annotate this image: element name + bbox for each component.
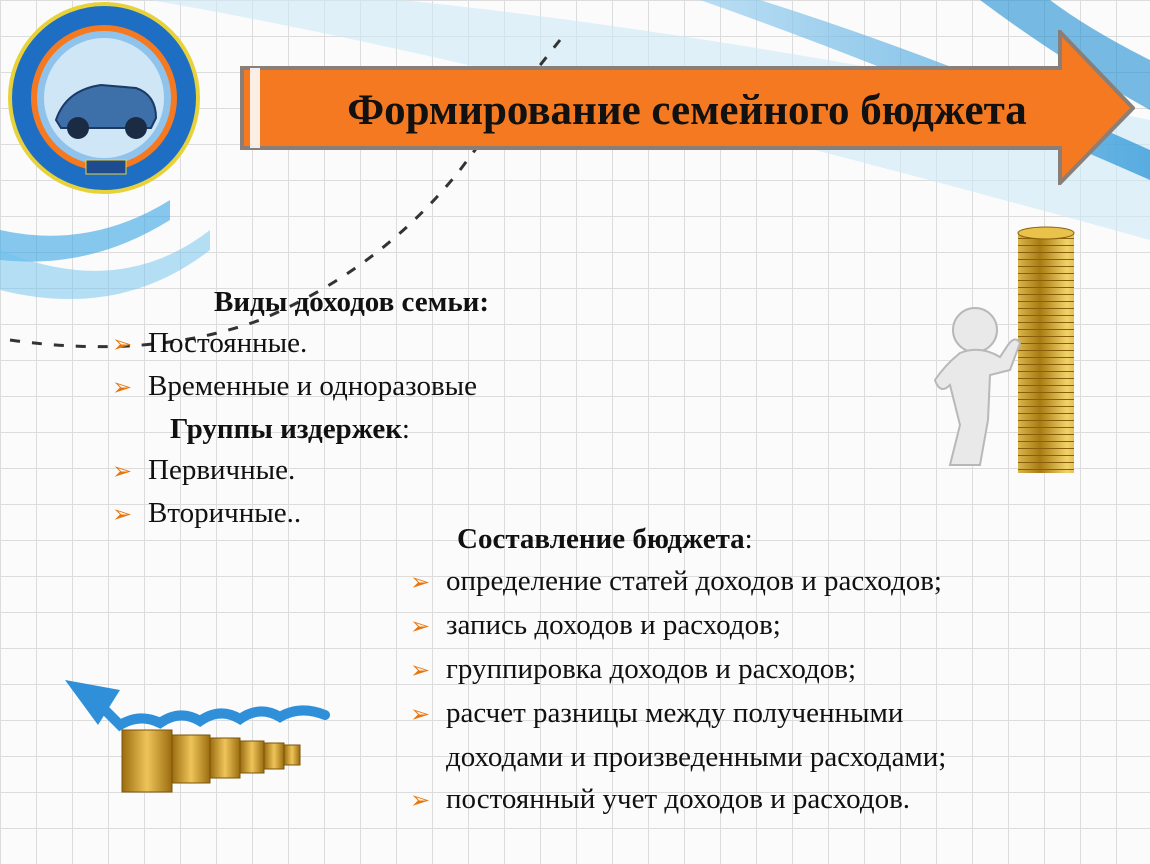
income-heading: Виды доходов семьи: (214, 286, 490, 318)
expenses-heading-row (112, 409, 582, 450)
bullet-arrow-icon: ➢ (410, 658, 431, 684)
bullet-arrow-icon: ➢ (410, 614, 431, 640)
growth-arrow-icon (60, 675, 330, 800)
list-item (410, 778, 1090, 822)
budget-item: группировка доходов и расходов; (446, 653, 857, 685)
figure-leaning-icon (920, 225, 1090, 480)
budget-item: запись доходов и расходов; (446, 609, 781, 641)
bullet-arrow-icon: ➢ (410, 702, 431, 728)
budget-heading: Составление бюджета (457, 523, 745, 555)
expenses-item: Первичные. (148, 454, 296, 486)
income-item: Временные и одноразовые (148, 370, 477, 402)
budget-heading-row (410, 518, 1090, 560)
bullet-arrow-icon: ➢ (112, 375, 133, 401)
budget-heading-suffix: : (744, 523, 753, 555)
expenses-heading-suffix: : (401, 413, 410, 445)
budget-block (410, 518, 1090, 822)
budget-item: определение статей доходов и расходов; (446, 565, 942, 597)
list-item (112, 366, 582, 409)
income-expenses-block (112, 282, 582, 536)
coin-stack-icon (1018, 227, 1074, 473)
list-item (410, 604, 1090, 648)
college-logo-icon (6, 0, 202, 196)
bullet-arrow-icon: ➢ (112, 459, 133, 485)
bullet-arrow-icon: ➢ (112, 332, 133, 358)
budget-item: постоянный учет доходов и расходов. (446, 783, 911, 815)
bullet-arrow-icon: ➢ (410, 788, 431, 814)
expenses-heading: Группы издержек (170, 413, 402, 445)
income-item: Постоянные. (148, 327, 308, 359)
budget-item: расчет разницы между полученными (446, 697, 904, 729)
budget-item: доходами и произведенными расходами; (446, 741, 947, 773)
expenses-item: Вторичные.. (148, 497, 302, 529)
bullet-arrow-icon: ➢ (112, 502, 133, 528)
slide-title: Формирование семейного бюджета (347, 86, 1027, 134)
bullet-arrow-icon: ➢ (410, 570, 431, 596)
list-item (112, 450, 582, 493)
list-item (410, 648, 1090, 692)
list-item (410, 692, 1090, 736)
list-item (410, 560, 1090, 604)
list-item (112, 323, 582, 366)
list-item-continuation (410, 736, 1090, 778)
